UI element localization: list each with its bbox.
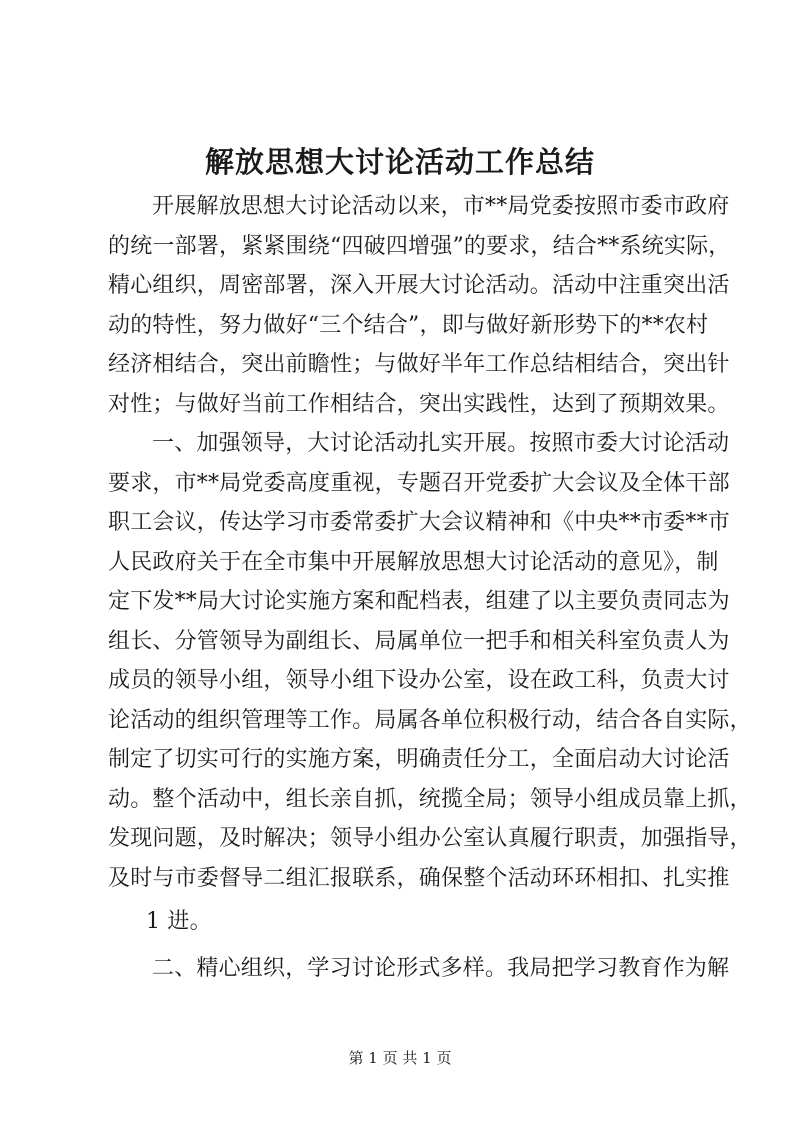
page-footer: 第 1 页 共 1 页 [348,1049,452,1067]
paragraph-1-line-5: 经济相结合，突出前瞻性；与做好半年工作总结相结合，突出针 [108,352,730,377]
paragraph-1-line-2: 的统一部署，紧紧围绕“四破四增强”的要求，结合**系统实际， [108,233,731,259]
paragraph-2-line-10: 动。整个活动中，组长亲自抓，统揽全局；领导小组成员靠上抓， [108,786,752,812]
paragraph-1-line-4: 动的特性，努力做好“三个结合”，即与做好新形势下的**农村 [108,312,709,338]
paragraph-3-line-1: 二、精心组织，学习讨论形式多样。我局把学习教育作为解 [152,955,730,981]
paragraph-2-line-1: 一、加强领导，大讨论活动扎实开展。按照市委大讨论活动 [152,431,730,456]
paragraph-2-line-4: 人民政府关于在全市集中开展解放思想大讨论活动的意见》，制 [108,549,719,575]
paragraph-2-line-5: 定下发**局大讨论实施方案和配档表，组建了以主要负责同志为 [108,589,730,614]
paragraph-2-line-13: 1 进。 [146,909,212,934]
paragraph-2-line-8: 论活动的组织管理等工作。局属各单位积极行动，结合各自实际， [108,707,752,733]
paragraph-2-line-7: 成员的领导小组，领导小组下设办公室，设在政工科，负责大讨 [108,668,730,693]
paragraph-1-line-6: 对性；与做好当前工作相结合，突出实践性，达到了预期效果。 [108,391,730,417]
paragraph-1-line-3: 精心组织，周密部署，深入开展大讨论活动。活动中注重突出活 [108,273,730,298]
paragraph-2-line-12: 及时与市委督导二组汇报联系，确保整个活动环环相扣、扎实推 [108,865,730,891]
paragraph-2-line-3: 职工会议，传达学习市委常委扩大会议精神和《中央**市委**市 [108,510,731,535]
paragraph-1-line-1: 开展解放思想大讨论活动以来，市**局党委按照市委市政府 [152,194,730,219]
document-title: 解放思想大讨论活动工作总结 [204,145,595,179]
paragraph-2-line-6: 组长、分管领导为副组长、局属单位一把手和相关科室负责人为 [108,628,730,654]
paragraph-2-line-2: 要求，市**局党委高度重视，专题召开党委扩大会议及全体干部 [108,470,730,496]
paragraph-2-line-11: 发现问题，及时解决；领导小组办公室认真履行职责，加强指导， [108,826,752,851]
paragraph-2-line-9: 制定了切实可行的实施方案，明确责任分工，全面启动大讨论活 [108,747,730,772]
document-body [108,187,752,988]
